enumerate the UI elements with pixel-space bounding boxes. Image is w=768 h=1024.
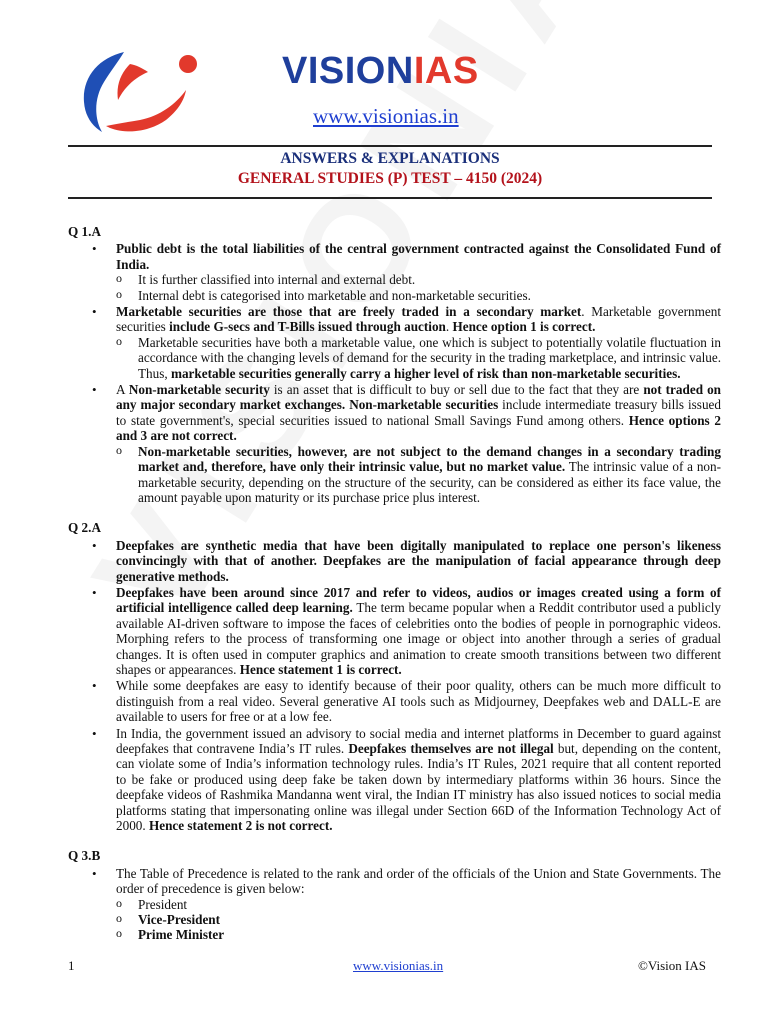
list-item: • Public debt is the total liabilities of the central government contracted against the Consolidated Fund of India. o It is further classified into internal and external debt. o Internal debt is categorised into marketable and non-marketable securities. (68, 241, 721, 303)
sub-item: o Non-marketable securities, however, are not subject to the demand changes in a secondary trading market and, therefore, have only their intrinsic value, but no market value. The intrinsic value of a non-marketable security, depending on the structure of the security, can be considered as either its face value, the amount payable upon maturity or its purchase price plus interest. (116, 444, 721, 506)
brand-ias: IAS (413, 50, 479, 92)
footer-website-link[interactable]: www.visionias.in (353, 958, 444, 973)
list-item: • Deepfakes have been around since 2017 and refer to videos, audios or images created using a form of artificial intelligence called deep learning. The term became popular when a Reddit contributor used a publicly available AI-driven software to impose the faces of celebrities onto the bodies of people in pornographic videos. Morphing refers to the process of transforming one image or object into another through a series of gradual changes. It is often used in computer graphics and animation to create smooth transitions between two different shapes or appearances. Hence statement 1 is correct. (68, 585, 721, 677)
list-item: • Marketable securities are those that are freely traded in a secondary market. Marketable government securities include G-secs and T-Bills issued through auction. Hence option 1 is correct. o Marketable securities have both a marketable value, one which is subject to potentially volatile fluctuation in accordance with the changing levels of demand for the security in the trading marketplace, and intrinsic value. Thus, marketable securities generally carry a higher level of risk than non-marketable securities. (68, 304, 721, 381)
list-item: • A Non-marketable security is an asset that is difficult to buy or sell due to the fact that they are not traded on any major secondary market exchanges. Non-marketable securities include intermediate treasury bills issued to state government's, special securities issued to national Small Savings Fund among others. Hence options 2 and 3 are not correct. o Non-marketable securities, however, are not subject to the demand changes in a secondary trading market and, therefore, have only their intrinsic value, but no market value. The intrinsic value of a non-marketable security, depending on the structure of the security, can be considered as either its face value, the amount payable upon maturity or its purchase price plus interest. (68, 382, 721, 505)
sub-item: o Prime Minister (116, 927, 721, 942)
page-number: 1 (68, 958, 75, 973)
bottom-divider (68, 197, 712, 199)
list-item: • Deepfakes are synthetic media that have been digitally manipulated to replace one person's likeness convincingly with that of another. Deepfakes are the manipulation of facial appearance through deep generative methods. (68, 538, 721, 584)
sub-item: o Marketable securities have both a marketable value, one which is subject to potentially volatile fluctuation in accordance with the changing levels of demand for the security in the trading marketplace, and intrinsic value. Thus, marketable securities generally carry a higher level of risk than non-marketable securities. (116, 335, 721, 381)
question-label: Q 3.B (68, 848, 101, 864)
top-divider (68, 145, 712, 147)
brand-vision: VISION (282, 50, 414, 92)
question-label: Q 2.A (68, 520, 101, 536)
page-title: ANSWERS & EXPLANATIONS (280, 150, 500, 167)
page-subtitle: GENERAL STUDIES (P) TEST – 4150 (2024) (237, 170, 543, 187)
list-item: • The Table of Precedence is related to the rank and order of the officials of the Union and State Governments. The order of precedence is given below: o President o Vice-President o Prime Minister (68, 866, 721, 943)
q2-bullets (68, 538, 721, 834)
q1-bullets (68, 241, 721, 505)
page-footer (68, 958, 712, 976)
vision-ias-logo-icon (76, 44, 206, 134)
answers-content (68, 224, 721, 944)
page-header (0, 0, 768, 140)
q3-bullets (68, 866, 721, 943)
list-item: • In India, the government issued an advisory to social media and internet platforms in December to guard against deepfakes that contravene India’s IT rules. Deepfakes themselves are not illegal but, depending on the content, can violate some of India’s information technology rules. India’s IT Rules, 2021 require that all content reported to be fake or produced using deep fake be taken down by intermediary platforms within 36 hours. Since the deepfake videos of Rashmika Mandanna went viral, the Indian IT ministry has also issued notices to social media platforms stating that impersonating online was illegal under Section 66D of the Information Technology Act of 2000. Hence statement 2 is not correct. (68, 726, 721, 834)
brand-name (282, 50, 479, 93)
sub-item: o President (116, 897, 721, 912)
sub-item: o Internal debt is categorised into marketable and non-marketable securities. (116, 288, 721, 303)
title-block (68, 149, 712, 189)
copyright: ©Vision IAS (638, 958, 706, 973)
sub-item: o Vice-President (116, 912, 721, 927)
sub-item: o It is further classified into internal and external debt. (116, 272, 721, 287)
website-link[interactable]: www.visionias.in (313, 104, 459, 128)
list-item: • While some deepfakes are easy to identify because of their poor quality, others can be much more difficult to distinguish from a real video. Several generative AI tools such as Midjourney, Deepfakes web and DALL-E are available to users for free or at a low fee. (68, 678, 721, 724)
question-label: Q 1.A (68, 224, 101, 239)
